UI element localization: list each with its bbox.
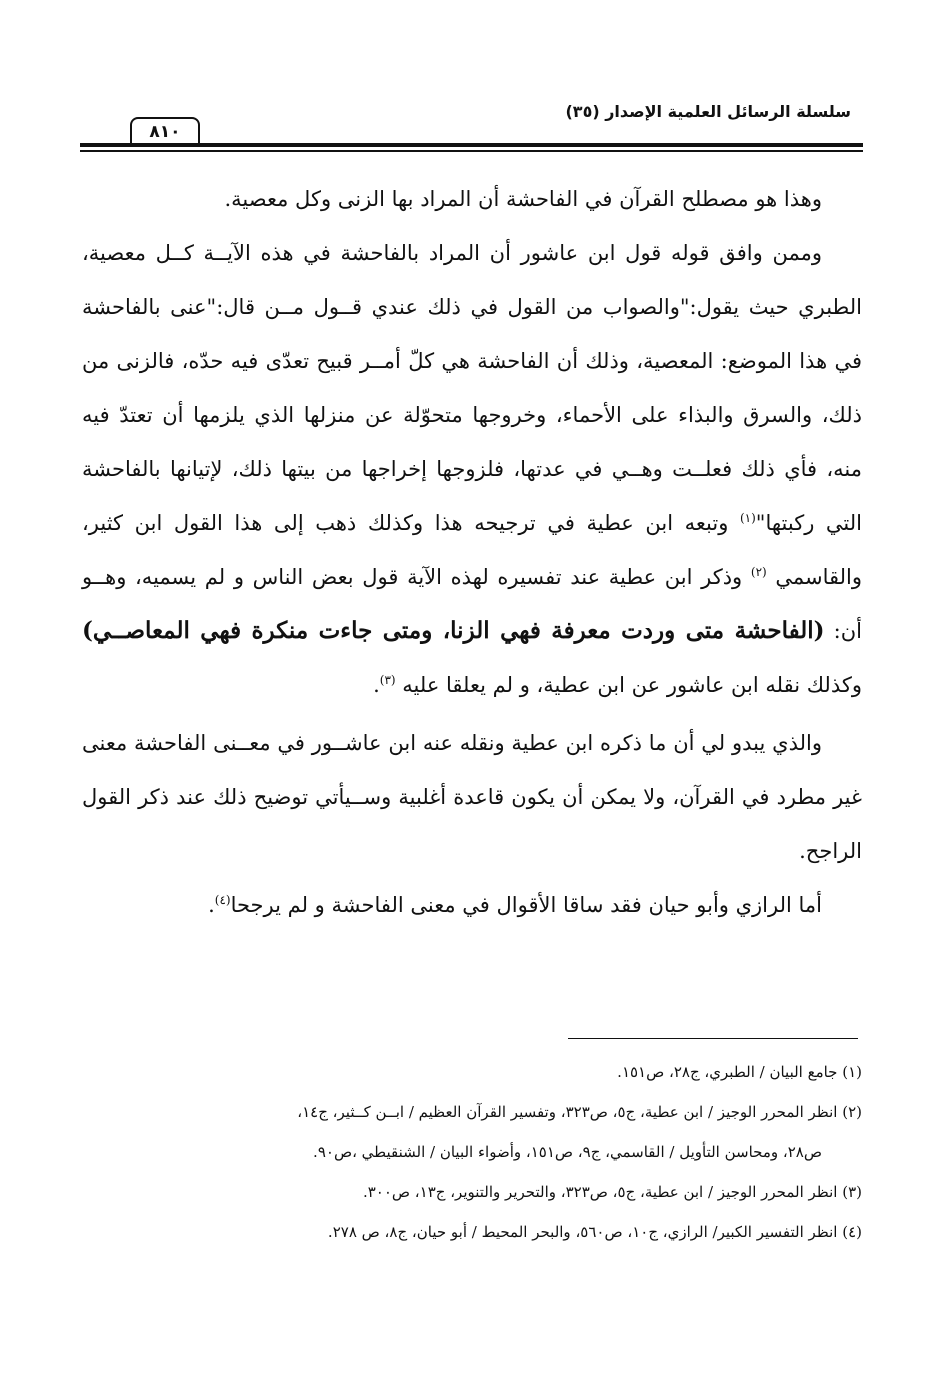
bold-quote: (الفاحشة متى وردت معرفة فهي الزنا، ومتى جاءت منكرة فهي المعاصــي)	[82, 617, 825, 644]
paragraph-4-text: أما الرازي وأبو حيان فقد ساقا الأقوال في معنى الفاحشة و لم يرجحا	[230, 893, 822, 917]
page-number: ٨١٠	[130, 117, 200, 145]
footnote-ref-1: (١)	[739, 511, 756, 525]
footnote-ref-3: (٣)	[379, 673, 396, 687]
paragraph-1: وهذا هو مصطلح القرآن في الفاحشة أن المراد بها الزنى وكل معصية.	[224, 187, 822, 211]
paragraph-2-text-a: وممن وافق قوله قول ابن عاشور أن المراد بالفاحشة في هذه الآيــة كــل معصية، الطبري حيث يقول:"والصواب من القول في ذلك عندي قــول مــن قال:"عنى بالفاحشة في هذا الموضع: المعصية، وذلك أن الفاحشة هي كلّ أمــر قبيح تعدّى فيه حدّه، فالزنى من ذلك، والسرق والبذاء على الأحماء، وخروجها متحوّلة عن منزلها الذي يلزمها أن تعتدّ فيه منه، فأي ذلك فعلــت وهــي في عدتها، فلزوجها إخراجها من بيتها ذلك، لإتيانها بالفاحشة التي ركبتها"	[82, 241, 862, 535]
footnote-3: (٣) انظر المحرر الوجيز / ابن عطية، ج٥، ص٣٢٣، والتحرير والتنوير، ج١٣، ص٣٠٠.	[362, 1183, 862, 1201]
footnotes	[82, 1052, 862, 1252]
footnote-2: (٢) انظر المحرر الوجيز / ابن عطية، ج٥، ص٣٢٣، وتفسير القرآن العظيم / ابــن كــثير، ج١٤،	[297, 1103, 862, 1121]
footnote-separator	[568, 1038, 858, 1039]
header-rule	[80, 143, 863, 147]
paragraph-2-text-b: وتبعه ابن عطية في ترجيحه هذا وكذلك ذهب إلى هذا القول ابن كثير، والقاسمي	[82, 511, 863, 589]
paragraph-4-end: .	[208, 893, 215, 917]
body-text	[82, 172, 862, 932]
paragraph-2	[82, 226, 862, 712]
paragraph-2-text-d: وكذلك نقله ابن عاشور عن ابن عطية، و لم يعلقا عليه	[395, 673, 862, 697]
paragraph-4	[82, 878, 862, 932]
paragraph-2-text-c: وذكر ابن عطية عند تفسيره لهذه الآية قول بعض الناس و لم يسميه، وهــو أن:	[82, 565, 862, 643]
footnote-ref-4: (٤)	[214, 893, 231, 907]
footnote-1: (١) جامع البيان / الطبري، ج٢٨، ص١٥١.	[617, 1063, 862, 1081]
paragraph-2-text-e: .	[373, 673, 380, 697]
footnote-4: (٤) انظر التفسير الكبير/ الرازي، ج١٠، ص٥٦٠، والبحر المحيط / أبو حيان، ج٨، ص ٢٧٨.	[327, 1223, 862, 1241]
footnote-ref-2: (٢)	[750, 565, 767, 579]
series-title: سلسلة الرسائل العلمية الإصدار (٣٥)	[565, 102, 851, 121]
header-rule-thin	[80, 150, 863, 152]
footnote-2-continued: ص٢٨، ومحاسن التأويل / القاسمي، ج٩، ص١٥١، وأضواء البيان / الشنقيطي ،ص٩٠.	[313, 1143, 822, 1161]
paragraph-3: والذي يبدو لي أن ما ذكره ابن عطية ونقله عنه ابن عاشــور في معــنى الفاحشة معنى غير مطرد في القرآن، ولا يمكن أن يكون قاعدة أغلبية وســيأتي توضيح ذلك عند ذكر القول الراجح.	[82, 731, 862, 863]
